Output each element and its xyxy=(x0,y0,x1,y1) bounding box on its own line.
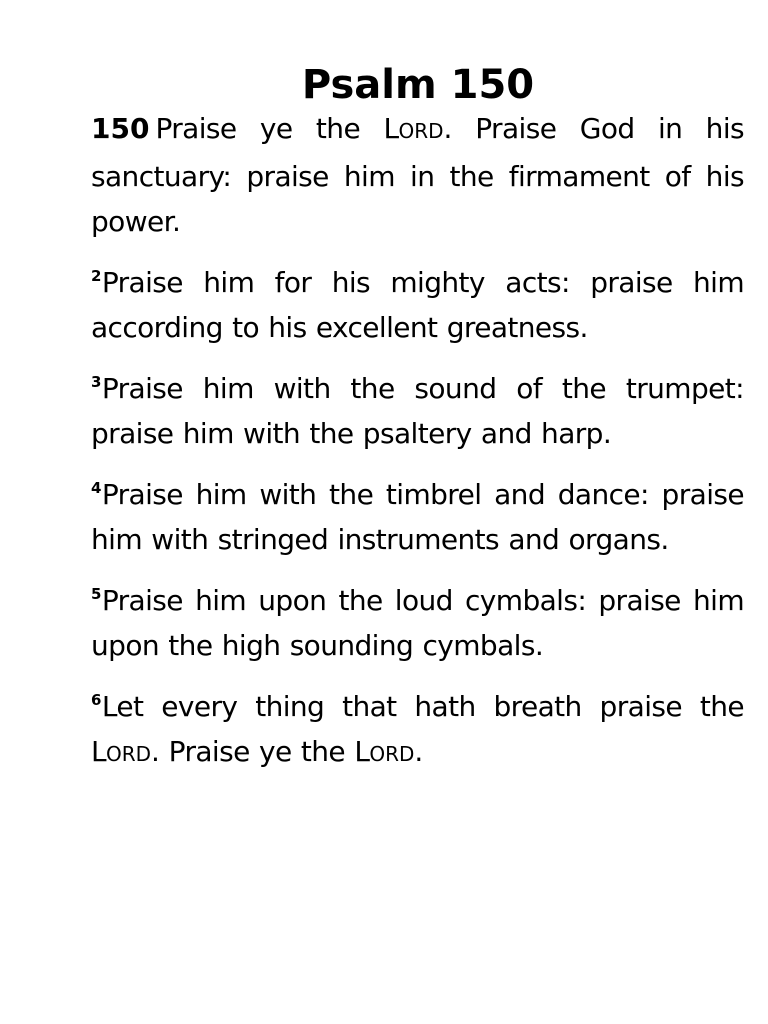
verse-text: . Praise God in his sanctuary: praise him in the firmament of his power. xyxy=(91,112,744,238)
verse-text: . Praise ye the xyxy=(151,735,355,768)
verse-text: Praise him with the sound of the trumpet: praise him with the psaltery and harp. xyxy=(91,372,744,450)
verse-number: 5 xyxy=(91,585,101,603)
lord-small-caps: ORD xyxy=(106,742,152,766)
verse-4 xyxy=(91,472,744,562)
lord-small-caps: ORD xyxy=(398,119,444,143)
verse-number: 3 xyxy=(91,373,101,391)
verse-text: Let every thing that hath breath praise the xyxy=(101,690,744,723)
verse-3 xyxy=(91,366,744,456)
verse-text: Praise him for his mighty acts: praise him according to his excellent greatness. xyxy=(91,266,744,344)
lord-initial: L xyxy=(91,735,106,768)
psalm-text xyxy=(91,106,744,793)
chapter-number: 150 xyxy=(91,112,150,145)
verse-number: 6 xyxy=(91,691,101,709)
verse-1 xyxy=(91,106,744,244)
verse-6 xyxy=(91,684,744,777)
lord-small-caps: ORD xyxy=(369,742,415,766)
verse-text: Praise him with the timbrel and dance: praise him with stringed instruments and organs. xyxy=(91,478,744,556)
verse-2 xyxy=(91,260,744,350)
verse-5 xyxy=(91,578,744,668)
page-title: Psalm 150 xyxy=(301,61,535,108)
verse-number: 4 xyxy=(91,479,101,497)
verse-number: 2 xyxy=(91,267,101,285)
verse-text: Praise ye the xyxy=(155,112,384,145)
verse-text: . xyxy=(414,735,423,768)
lord-initial: L xyxy=(354,735,370,768)
lord-initial: L xyxy=(383,112,399,145)
verse-text: Praise him upon the loud cymbals: praise him upon the high sounding cymbals. xyxy=(91,584,744,662)
